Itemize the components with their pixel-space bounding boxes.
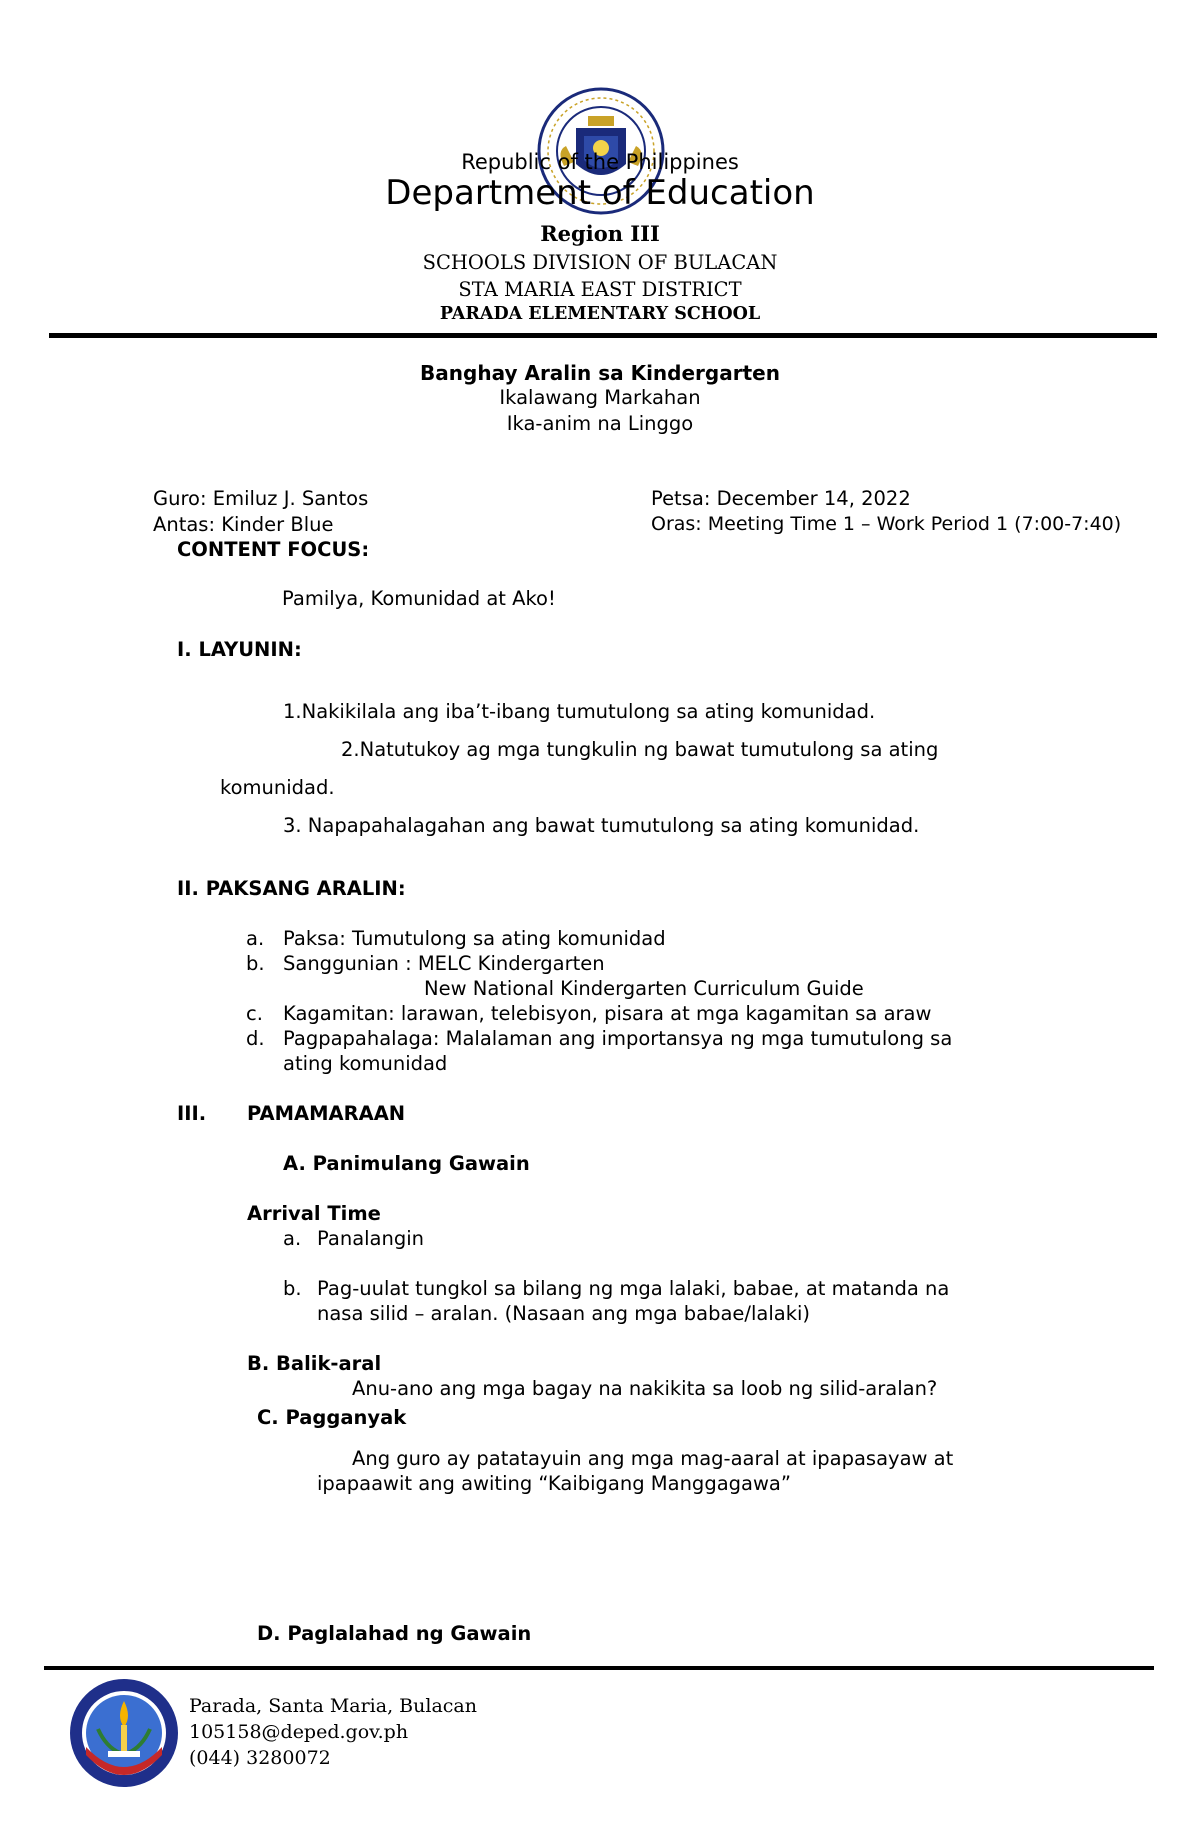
pagganyak-heading: C. Pagganyak xyxy=(257,1406,407,1429)
layunin-item-2: 2.Natutukoy ag mga tungkulin ng bawat tumutulong sa ating xyxy=(341,738,939,761)
pamamaraan-heading: PAMAMARAAN xyxy=(247,1102,406,1125)
footer-divider xyxy=(44,1666,1154,1670)
layunin-item-2-cont: komunidad. xyxy=(220,776,335,799)
division-line: SCHOOLS DIVISION OF BULACAN xyxy=(422,251,778,274)
pagganyak-text-cont: ipapaawit ang awiting “Kaibigang Manggagawa” xyxy=(317,1472,791,1495)
quarter-line: Ikalawang Markahan xyxy=(499,386,701,409)
school-name: PARADA ELEMENTARY SCHOOL xyxy=(439,304,761,324)
paksa-marker: a. xyxy=(246,927,265,950)
arrival-time-heading: Arrival Time xyxy=(247,1202,381,1225)
kagamitan-marker: c. xyxy=(246,1002,263,1025)
panimulang-gawain-heading: A. Panimulang Gawain xyxy=(283,1152,530,1175)
paksa-item: Paksa: Tumutulong sa ating komunidad xyxy=(283,927,666,950)
arrival-b-marker: b. xyxy=(283,1277,302,1300)
pagpapahalaga-item: Pagpapahalaga: Malalaman ang importansya ng mga tumutulong sa xyxy=(283,1027,953,1050)
section-info: Antas: Kinder Blue xyxy=(153,513,334,536)
balik-aral-text: Anu-ano ang mga bagay na nakikita sa loob ng silid-aralan? xyxy=(352,1377,938,1400)
pagganyak-text: Ang guro ay patatayuin ang mga mag-aaral at ipapasayaw at xyxy=(352,1447,954,1470)
arrival-item-pag-uulat-cont: nasa silid – aralan. (Nasaan ang mga babae/lalaki) xyxy=(317,1302,811,1325)
department-title: Department of Education xyxy=(385,173,815,213)
date-info: Petsa: December 14, 2022 xyxy=(651,487,911,510)
sanggunian-marker: b. xyxy=(246,952,265,975)
arrival-a-marker: a. xyxy=(283,1227,302,1250)
pagpapahalaga-item-cont: ating komunidad xyxy=(283,1052,448,1075)
teacher-info: Guro: Emiluz J. Santos xyxy=(153,487,369,510)
republic-line: Republic of the Philippines xyxy=(461,150,739,174)
footer-email[interactable]: 105158@deped.gov.ph xyxy=(189,1721,409,1743)
footer-address: Parada, Santa Maria, Bulacan xyxy=(189,1695,477,1717)
week-line: Ika-anim na Linggo xyxy=(506,412,694,435)
lesson-plan-title: Banghay Aralin sa Kindergarten xyxy=(420,361,780,385)
sanggunian-item-cont: New National Kindergarten Curriculum Guide xyxy=(424,977,864,1000)
paksang-aralin-heading: II. PAKSANG ARALIN: xyxy=(177,877,406,900)
time-info: Oras: Meeting Time 1 – Work Period 1 (7:00-7:40) xyxy=(651,513,1122,535)
arrival-item-pag-uulat: Pag-uulat tungkol sa bilang ng mga lalaki, babae, at matanda na xyxy=(317,1277,950,1300)
layunin-item-3: 3. Napapahalagahan ang bawat tumutulong sa ating komunidad. xyxy=(283,814,920,837)
header-divider xyxy=(49,333,1157,338)
pagpapahalaga-marker: d. xyxy=(246,1027,265,1050)
pamamaraan-number: III. xyxy=(177,1102,207,1125)
sanggunian-item: Sanggunian : MELC Kindergarten xyxy=(283,952,605,975)
kagamitan-item: Kagamitan: larawan, telebisyon, pisara at mga kagamitan sa araw xyxy=(283,1002,932,1025)
layunin-heading: I. LAYUNIN: xyxy=(177,638,302,661)
district-line: STA MARIA EAST DISTRICT xyxy=(458,278,742,301)
layunin-item-1: 1.Nakikilala ang iba’t-ibang tumutulong sa ating komunidad. xyxy=(283,700,876,723)
region-line: Region III xyxy=(540,221,660,246)
content-focus-text: Pamilya, Komunidad at Ako! xyxy=(282,587,556,610)
balik-aral-heading: B. Balik-aral xyxy=(247,1352,382,1375)
content-focus-heading: CONTENT FOCUS: xyxy=(177,538,370,561)
arrival-item-panalangin: Panalangin xyxy=(317,1227,425,1250)
footer-phone: (044) 3280072 xyxy=(189,1747,331,1769)
paglalahad-heading: D. Paglalahad ng Gawain xyxy=(257,1622,532,1645)
